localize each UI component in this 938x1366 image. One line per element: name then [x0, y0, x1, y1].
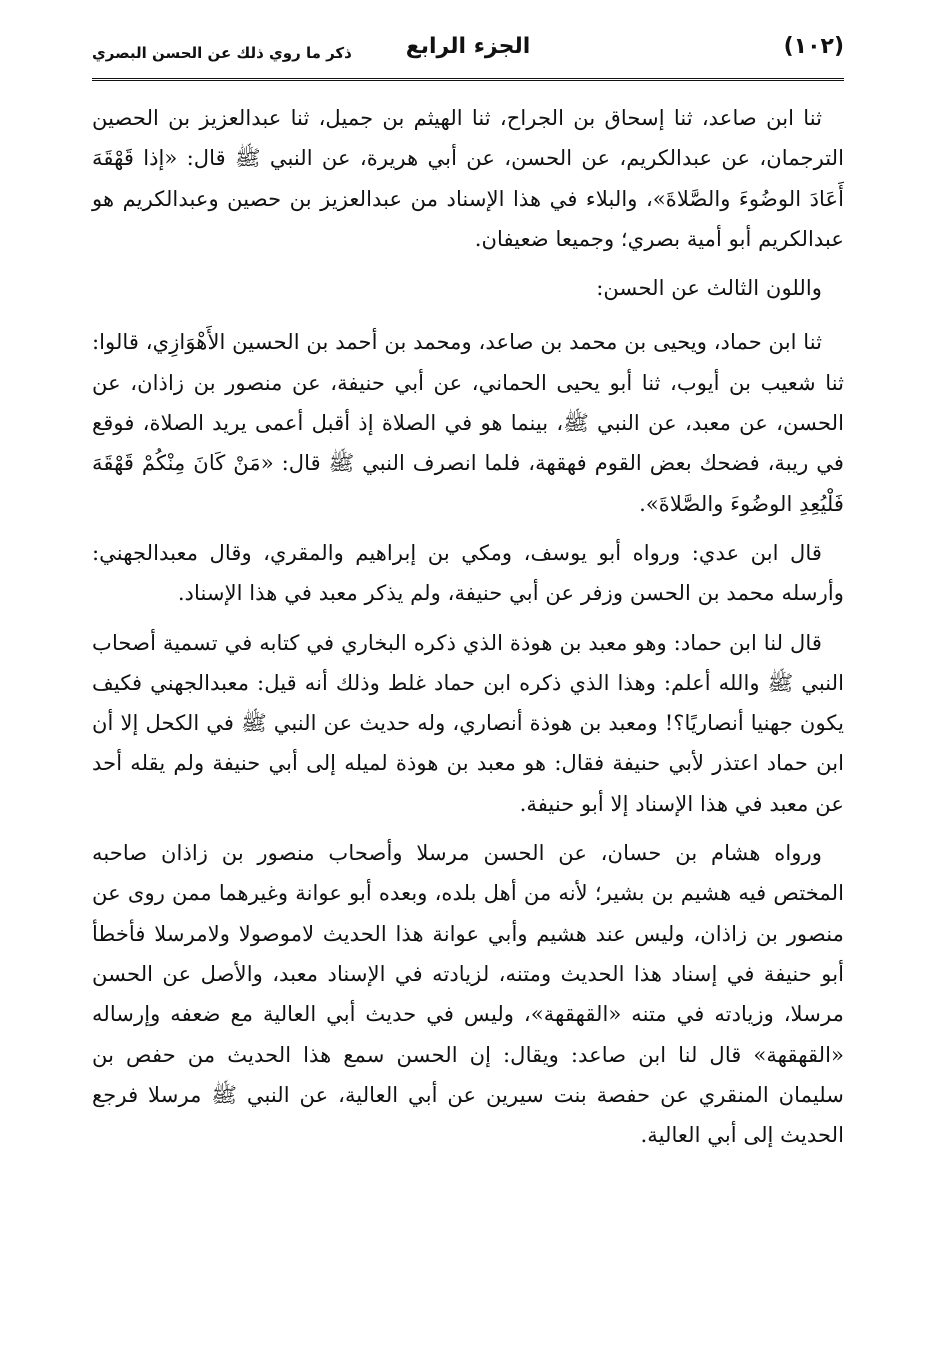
page-body — [92, 98, 844, 1164]
paragraph-hisham-ibn-hassan: ورواه هشام بن حسان، عن الحسن مرسلا وأصحاب منصور بن زاذان صاحبه المختص فيه هشيم بن بشير؛ لأنه من أهل بلده، وبعده أبو عوانة وغيرهما ممن روى عن منصور بن زاذان، وليس عند هشيم وأبي عوانة هذا الحديث لاموصولا ولامرسلا فأخطأ أبو حنيفة في إسناد هذا الحديث ومتنه، لزيادته في الإسناد معبد، والأصل عن الحسن مرسلا، وزيادته في متنه «القهقهة»، وليس في حديث أبي العالية مع ضعفه وإرساله «القهقهة» قال لنا ابن صاعد: ويقال: إن الحسن سمع هذا الحديث من حفص بن سليمان المنقري عن حفصة بنت سيرين عن أبي العالية، عن النبي ﷺ مرسلا فرجع الحديث إلى أبي العالية. — [92, 840, 844, 1148]
paragraph-ibn-adi: قال ابن عدي: ورواه أبو يوسف، ومكي بن إبراهيم والمقري، وقال معبدالجهني: وأرسله محمد بن الحسن وزفر عن أبي حنيفة، ولم يذكر معبد في هذا الإسناد. — [92, 539, 844, 606]
paragraph-ibn-hammad: قال لنا ابن حماد: وهو معبد بن هوذة الذي ذكره البخاري في كتابه في تسمية أصحاب النبي ﷺ والله أعلم: وهذا الذي ذكره ابن حماد غلط وذلك أنه قيل: معبدالجهني فكيف يكون جهنيا أنصاريًا؟! ومعبد بن هوذة أنصاري، وله حديث عن النبي ﷺ في الكحل إلا أن ابن حماد اعتذر لأبي حنيفة فقال: هو معبد بن هوذة لميله إلى أبي حنيفة ولم يقله أحد عن معبد في هذا الإسناد إلا أبو حنيفة. — [92, 629, 844, 816]
section-title: ذكر ما روي ذلك عن الحسن البصري — [92, 44, 352, 62]
paragraph-hadith-mabad: ثنا ابن حماد، ويحيى بن محمد بن صاعد، ومحمد بن أحمد بن الحسين الأَهْوَازِي، قالوا: ثنا شعيب بن أيوب، ثنا أبو يحيى الحماني، عن أبي حنيفة، عن منصور بن زاذان، عن الحسن، عن معبد، عن النبي ﷺ، بينما هو في الصلاة إذ أقبل أعمى يريد الصلاة، فوقع في ريبة، فضحك بعض القوم فهقهة، فلما انصرف النبي ﷺ قال: «مَنْ كَانَ مِنْكُمْ قَهْقَهَ فَلْيُعِدِ الوضُوءَ والصَّلاةَ». — [92, 329, 844, 516]
paragraph-hadith-abu-hurayra: ثنا ابن صاعد، ثنا إسحاق بن الجراح، ثنا الهيثم بن جميل، ثنا عبدالعزيز بن الحصين الترجمان، عن عبدالكريم، عن الحسن، عن أبي هريرة، عن النبي ﷺ قال: «إذا قَهْقَهَ أَعَادَ الوضُوءَ والصَّلاةَ»، والبلاء في هذا الإسناد من عبدالعزيز بن حصين وعبدالكريم هو عبدالكريم أبو أمية بصري؛ وجميعا ضعيفان. — [92, 105, 844, 251]
page-number: (١٠٢) — [783, 34, 844, 59]
volume-title: الجزء الرابع — [405, 34, 531, 59]
paragraph-third-variant-heading: واللون الثالث عن الحسن: — [596, 275, 822, 301]
running-header — [92, 30, 844, 81]
